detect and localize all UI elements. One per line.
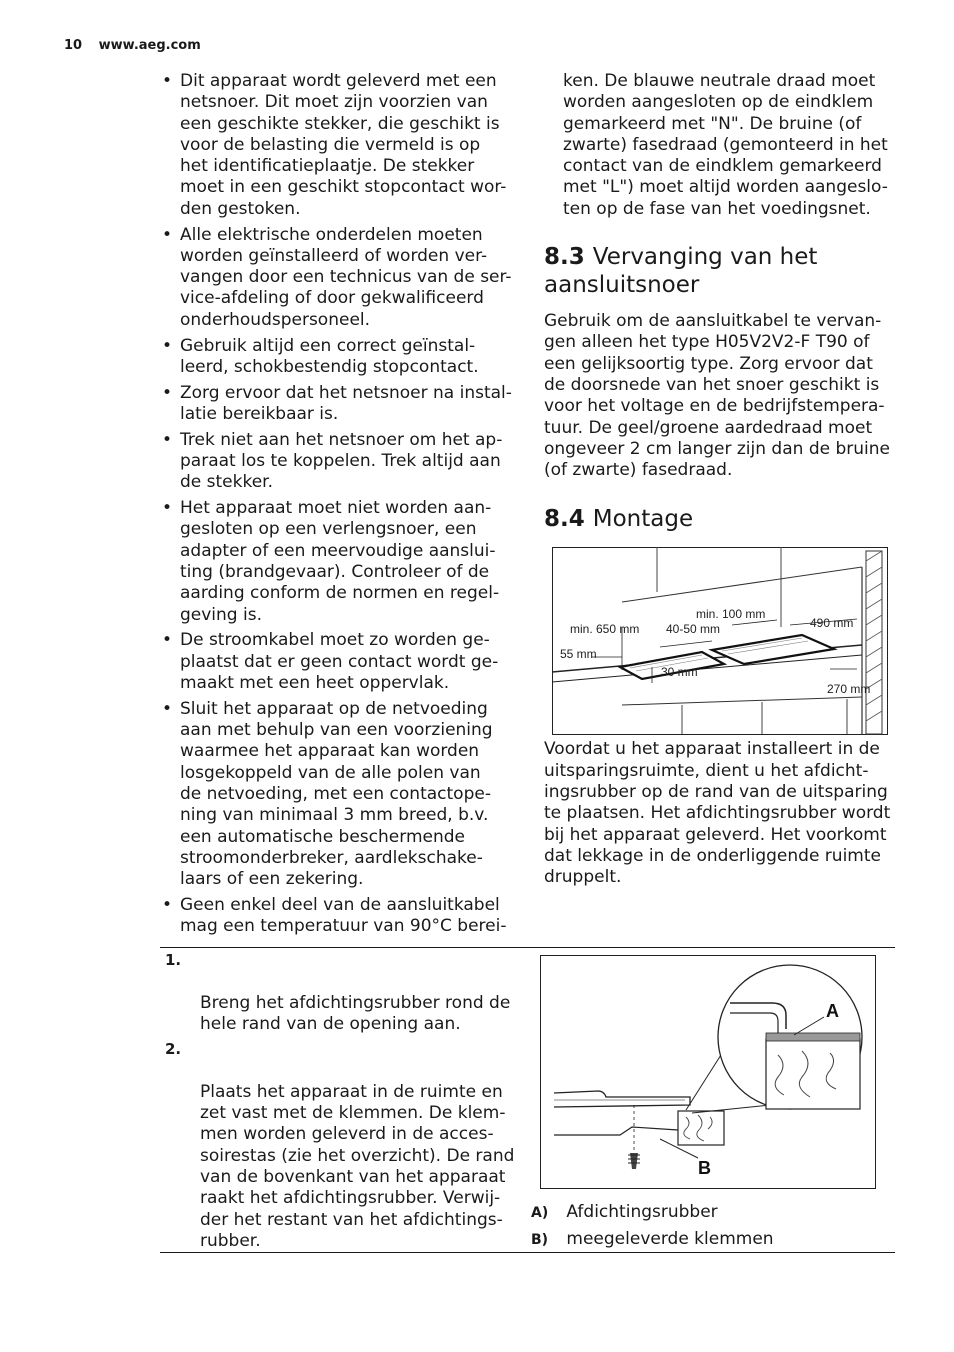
legend-key: B) (531, 1232, 549, 1248)
legend-text: Afdichtingsrubber (566, 1202, 718, 1222)
safety-bullet-list (160, 71, 520, 938)
bullet-item: • Alle elektrische onderdelen moeten worden geïnstalleerd of worden ver- vangen door een technicus van de ser- vice-afdeling of door gekwalificeerd onderhoudspersoneel. (160, 225, 520, 331)
section-8-4-heading (544, 505, 900, 533)
step-number: 1. (165, 951, 182, 969)
section-title: Montage (592, 506, 694, 533)
legend-item (531, 1226, 774, 1253)
left-column (160, 71, 520, 942)
step-item (165, 1039, 520, 1252)
dim-label-min-650: min. 650 mm (570, 622, 640, 637)
section-number: 8.3 (544, 244, 585, 271)
section-number: 8.4 (544, 506, 585, 533)
legend-text: meegeleverde klemmen (566, 1229, 774, 1249)
page-header (64, 38, 201, 53)
installation-steps (165, 950, 520, 1256)
legend-key: A) (531, 1205, 549, 1221)
right-column (544, 71, 900, 889)
section-8-3-heading (544, 243, 900, 299)
step-text: Breng het afdichtingsrubber rond de hele rand van de opening aan. (200, 992, 511, 1034)
diagram-legend (531, 1199, 774, 1253)
bullet-item: • Dit apparaat wordt geleverd met een netsnoer. Dit moet zijn voorzien van een geschikte stekker, die geschikt is voor de belasting die vermeld is op het identificatieplaatje. De stekker moet in een geschikt stopcontact wor- den gestoken. (160, 71, 520, 220)
page-number: 10 (64, 38, 83, 53)
dim-label-30: 30 mm (661, 665, 698, 680)
dim-label-490: 490 mm (810, 616, 854, 631)
legend-item (531, 1199, 774, 1226)
label-b: B (698, 1158, 711, 1178)
site-url[interactable]: www.aeg.com (98, 38, 201, 53)
table-top-rule (160, 947, 895, 948)
step-text: Plaats het apparaat in de ruimte en zet vast met de klemmen. De klem- men worden geleverd in de acces- soirestas (zie het overzicht). De rand van de bovenkant van het apparaat raakt het afdichtingsrubber. Verwij- der het restant van het afdichtings- rubber. (200, 1081, 515, 1251)
bullet-item: • De stroomkabel moet zo worden ge- plaatst dat er geen contact wordt ge- maakt met een heet oppervlak. (160, 630, 520, 694)
step-item (165, 950, 520, 1035)
section-title: Vervanging van het aansluitsnoer (544, 244, 818, 299)
continuation-text: ken. De blauwe neutrale draad moet worden aangesloten op de eindklem gemarkeerd met "N". De bruine (of zwarte) fasedraad (gemonteerd in het contact van de eindklem gemarkeerd met "L") moet altijd worden aangeslo- ten op de fase van het voedingsnet. (563, 71, 888, 219)
bullet-item: • Sluit het apparaat op de netvoeding aan met behulp van een voorziening waarmee het apparaat kan worden losgekoppeld van de alle polen van de netvoeding, met een contactope- ning van minimaal 3 mm breed, b.v. een automatische beschermende stroomonderbreker, aardlekschake- laars of een zekering. (160, 699, 520, 891)
step-number: 2. (165, 1040, 182, 1059)
bullet-item: • Geen enkel deel van de aansluitkabel mag een temperatuur van 90°C berei- (160, 895, 520, 938)
bullet-item: • Zorg ervoor dat het netsnoer na instal- latie bereikbaar is. (160, 383, 520, 426)
bullet-item: • Gebruik altijd een correct geïnstal- leerd, schokbestendig stopcontact. (160, 336, 520, 379)
bullet-item: • Trek niet aan het netsnoer om het ap- paraat los te koppelen. Trek altijd aan de stekker. (160, 430, 520, 494)
section-8-4-body: Voordat u het apparaat installeert in de uitsparingsruimte, dient u het afdicht- ingsrubber op de rand van de uitsparing te plaatsen. Het afdichtingsrubber wordt bij het apparaat geleverd. Het voorkomt dat lekkage in de onderliggende ruimte druppelt. (544, 739, 891, 888)
dim-label-40-50: 40-50 mm (666, 622, 721, 637)
section-8-3-body: Gebruik om de aansluitkabel te vervan- gen alleen het type H05V2V2-F T90 of een gelijksoortig type. Zorg ervoor dat de doorsnede van het snoer geschikt is voor het voltage en de bedrijfstempera- tuur. De geel/groene aardedraad moet ongeveer 2 cm langer zijn dan de bruine (of zwarte) fasedraad. (544, 311, 890, 481)
dim-label-55: 55 mm (560, 647, 597, 662)
installation-dimension-diagram (552, 547, 888, 735)
dim-label-min-100: min. 100 mm (696, 607, 766, 622)
seal-detail-diagram (540, 955, 876, 1189)
label-a: A (826, 1001, 839, 1021)
bullet-item: • Het apparaat moet niet worden aan- gesloten op een verlengsnoer, een adapter of een meervoudige aanslui- ting (brandgevaar). Controleer of de aarding conform de normen en regel- geving is. (160, 498, 520, 626)
dim-label-270: 270 mm (827, 682, 871, 697)
